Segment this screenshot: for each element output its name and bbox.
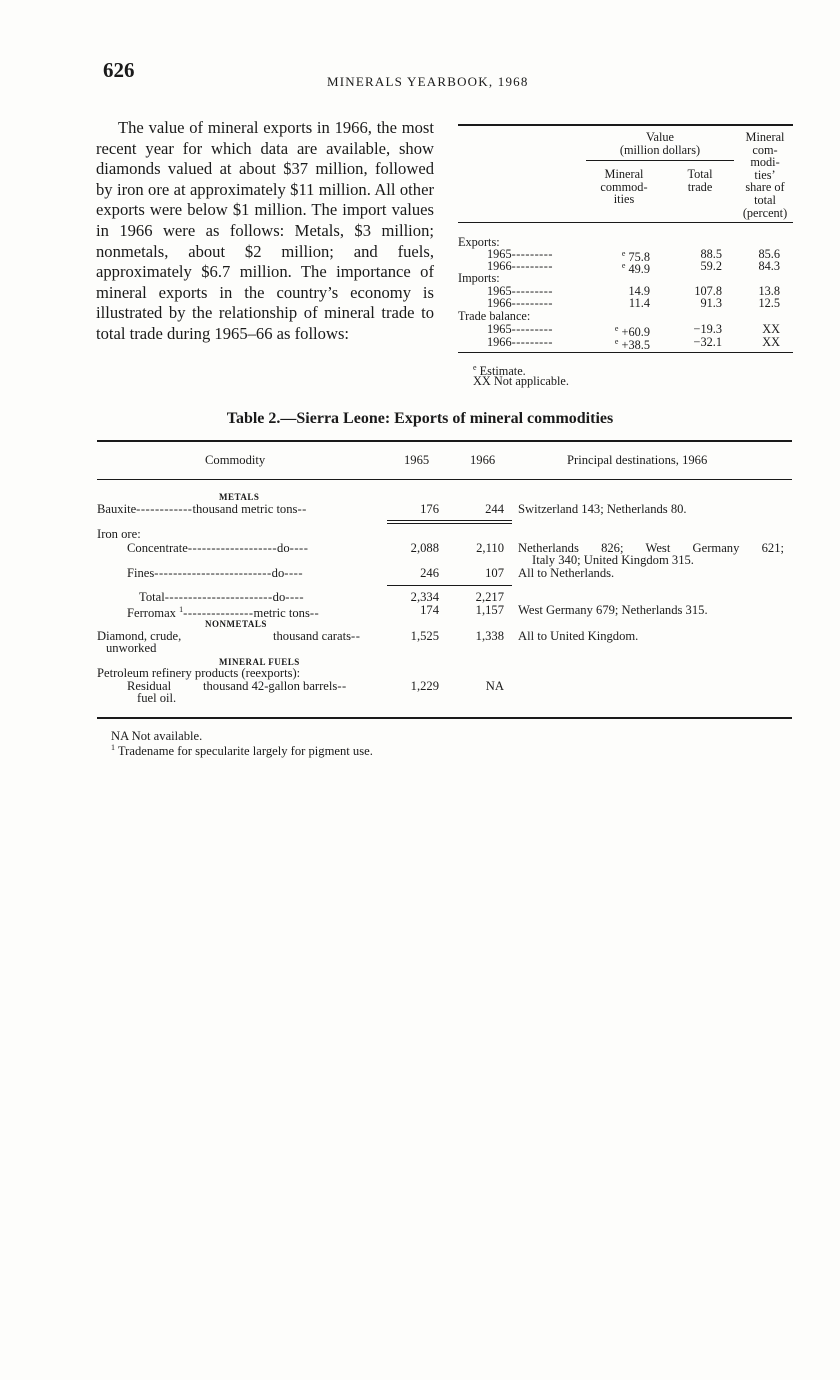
row-ferromax-label: Ferromax $^1$---------------metric tons-- [127, 605, 320, 621]
diamond-1965: 1,525 [410, 629, 439, 643]
row-concentrate-label: Concentrate-------------------do---- [127, 541, 309, 555]
share-col-header [734, 131, 796, 219]
total-value: −32.1 [693, 335, 722, 349]
year: 1965 [487, 247, 512, 261]
mineral-col-header [588, 168, 660, 206]
estimate-mark: e [621, 261, 626, 270]
na-note: XX Not applicable. [473, 374, 569, 388]
year: 1966 [487, 259, 512, 273]
mineral-number: 49.9 [628, 262, 650, 277]
bauxite-1965: 176 [420, 502, 439, 516]
fines-1965: 246 [420, 566, 439, 580]
commodity-unit: do [277, 541, 290, 555]
footnote-na: NA Not available. [111, 729, 203, 743]
year: 1966 [487, 296, 512, 310]
concentrate-1966: 2,110 [476, 541, 504, 555]
estimate-note-text: Estimate. [479, 364, 526, 379]
total-1966: 2,217 [475, 590, 504, 604]
year-label: 1965--------- [487, 322, 553, 336]
mineral-number: 75.8 [628, 250, 650, 265]
total-value: 107.8 [694, 284, 722, 298]
total-col-l2: trade [687, 179, 713, 194]
commodity-unit: metric tons [253, 606, 310, 621]
row-iron-ore: Iron ore: [97, 527, 141, 541]
share-col-l5: share of [745, 180, 785, 195]
group-label: Imports: [458, 271, 500, 285]
estimate-mark: e [614, 337, 619, 346]
diamond-dest: All to United Kingdom. [518, 629, 639, 643]
section-metals: METALS [219, 492, 260, 502]
concentrate-1965: 2,088 [410, 541, 439, 555]
concentrate-dest-l1: Netherlands 826; West Germany 621; [518, 541, 784, 555]
total-col-l1: Total [687, 167, 713, 181]
mineral-col-l2: commod- [600, 179, 648, 194]
col-1965: 1965 [404, 453, 430, 467]
mineral-number: +60.9 [621, 325, 650, 340]
year: 1965 [487, 322, 512, 336]
commodity-unit: thousand carats [273, 629, 351, 643]
commodity-unit: thousand 42-gallon barrels [203, 679, 338, 693]
table2-title: Table 2.—Sierra Leone: Exports of mineral commodities [226, 410, 614, 427]
table2-bottom-rule [97, 717, 792, 719]
share-value: 12.5 [758, 296, 780, 310]
share-col-l7: (percent) [742, 205, 788, 220]
commodity-name: Concentrate [127, 541, 188, 555]
row-fines-label: Fines-------------------------do---- [127, 566, 304, 580]
bauxite-1966: 244 [485, 502, 504, 516]
share-col-l6: total [754, 192, 776, 207]
table-bottom-rule [458, 352, 793, 353]
total-1965: 2,334 [410, 590, 439, 604]
group-label: Exports: [458, 235, 500, 249]
mineral-number: +38.5 [621, 338, 650, 353]
value-group-rule [586, 160, 734, 161]
total-value: −19.3 [693, 322, 722, 336]
group-label: Trade balance: [458, 309, 531, 323]
double-rule-a [387, 520, 512, 521]
ferromax-1966: 1,157 [475, 603, 504, 617]
mineral-value: 11.4 [628, 296, 650, 310]
row-total-label: Total-----------------------do---- [139, 590, 305, 604]
footnote-text: Tradename for specularite largely for pigment use. [117, 744, 373, 759]
paragraph-text: The value of mineral exports in 1966, the most recent year for which data are available, show diamonds valued at about $37 million, followed by iron ore at approximately $11 million. All other exports were below $1 million. The import values in 1966 were as follows: Metals, $3 million; nonmetals, about $2 million; and fuels, approximately $6.7 million. The importance of mineral exports in the country’s economy is illustrated by the relationship of mineral trade to total trade during 1965–66 as follows: [96, 118, 434, 343]
estimate-mark: e [614, 324, 619, 333]
row-bauxite-label: Bauxite------------thousand metric tons-- [97, 502, 307, 516]
row-diamond-name-l1: Diamond, crude, [97, 629, 182, 643]
row-residual-name-l1: Residual [127, 679, 172, 693]
table2-top-rule [97, 440, 792, 442]
concentrate-dest-l2: Italy 340; United Kingdom 315. [532, 553, 694, 567]
diamond-1966: 1,338 [475, 629, 504, 643]
year-label: 1966--------- [487, 296, 553, 310]
row-diamond-name-l2: unworked [106, 641, 157, 655]
row-residual-unit: thousand 42-gallon barrels-- [203, 679, 347, 693]
table-top-rule [458, 124, 793, 126]
year-label: 1966--------- [487, 335, 553, 349]
row-petroleum: Petroleum refinery products (reexports): [97, 666, 301, 680]
mineral-value [590, 336, 650, 352]
fines-dest: All to Netherlands. [518, 566, 615, 580]
year-label: 1965--------- [487, 284, 553, 298]
section-nonmetals: NONMETALS [205, 619, 267, 629]
estimate-mark: e [621, 249, 626, 258]
residual-1966: NA [485, 679, 504, 693]
total-value: 88.5 [700, 247, 722, 261]
total-col-header [672, 168, 728, 193]
share-col-l4: ties’ [754, 167, 776, 182]
col-1966: 1966 [470, 453, 496, 467]
running-title: MINERALS YEARBOOK, 1968 [327, 74, 529, 89]
estimate-note-mark: e [473, 363, 477, 372]
mineral-value: 14.9 [628, 284, 650, 298]
total-rule [387, 585, 512, 586]
share-value: 13.8 [758, 284, 780, 298]
commodity-name: Total [139, 590, 165, 604]
bauxite-dest: Switzerland 143; Netherlands 80. [518, 502, 687, 516]
footnote-ref: 1 [179, 605, 184, 614]
year-label: 1965--------- [487, 247, 553, 261]
commodity-unit: do [272, 590, 286, 604]
row-residual-name-l2: fuel oil. [137, 691, 177, 705]
double-rule-b [387, 523, 512, 524]
mineral-value [590, 260, 650, 276]
table2-header-rule [97, 479, 792, 480]
footnote-mark: 1 [111, 743, 115, 752]
ferromax-dest: West Germany 679; Netherlands 315. [518, 603, 708, 617]
total-value: 91.3 [700, 296, 722, 310]
share-value: XX [762, 335, 780, 349]
value-group-label: Value [646, 130, 674, 144]
fines-1966: 107 [485, 566, 504, 580]
commodity-unit: do [271, 566, 285, 580]
year: 1965 [487, 284, 512, 298]
value-group-header [586, 131, 734, 156]
body-paragraph [96, 118, 434, 345]
year: 1966 [487, 335, 512, 349]
header-bottom-rule [458, 222, 793, 223]
year-label: 1966--------- [487, 259, 553, 273]
share-value: 85.6 [758, 247, 780, 261]
total-value: 59.2 [700, 259, 722, 273]
ferromax-1965: 174 [420, 603, 439, 617]
share-col-l1: Mineral [745, 130, 785, 144]
mineral-col-l1: Mineral [604, 167, 644, 181]
commodity-unit: thousand metric tons [192, 502, 298, 516]
mineral-col-l3: ities [613, 192, 635, 207]
residual-1965: 1,229 [410, 679, 439, 693]
commodity-name: Fines [127, 566, 155, 580]
share-col-l3: modi- [750, 155, 780, 170]
col-commodity: Commodity [205, 453, 266, 467]
page-number: 626 [103, 58, 135, 82]
value-group-sublabel: (million dollars) [619, 142, 701, 157]
commodity-name: Bauxite [97, 502, 137, 516]
section-mineral-fuels: MINERAL FUELS [219, 657, 300, 667]
col-destinations: Principal destinations, 1966 [567, 453, 708, 467]
share-value: 84.3 [758, 259, 780, 273]
share-value: XX [762, 322, 780, 336]
row-diamond-unit: thousand carats-- [273, 629, 361, 643]
commodity-name: Ferromax [127, 606, 176, 621]
share-col-l2: com- [752, 142, 778, 157]
footnote-1 [111, 742, 373, 758]
